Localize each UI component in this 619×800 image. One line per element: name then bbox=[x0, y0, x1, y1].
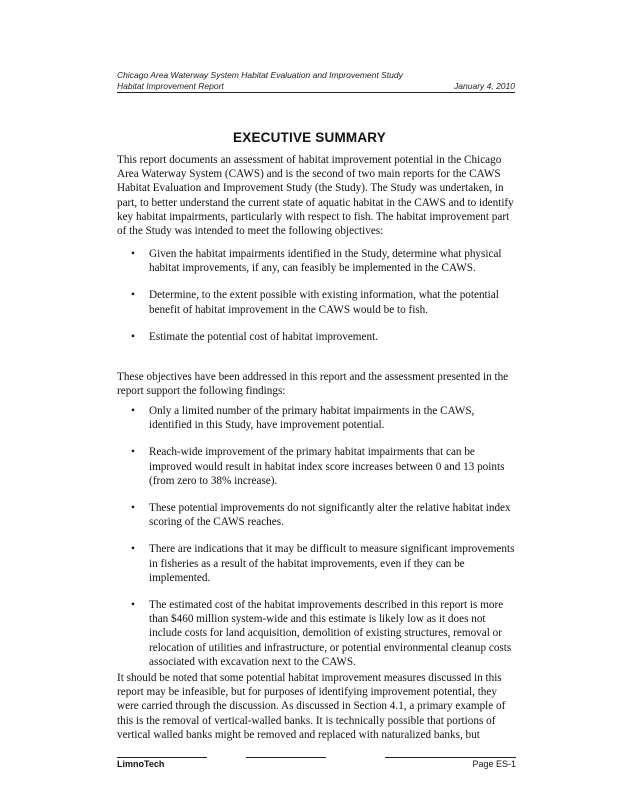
footer-divider bbox=[385, 757, 516, 758]
list-item: • Estimate the potential cost of habitat improvement. bbox=[131, 330, 378, 343]
list-item: • There are indications that it may be difficult to measure significant improvements in fisheries as a result of the habitat improvements, even if they can be implemented. bbox=[131, 543, 515, 584]
intro-paragraph: This report documents an assessment of habitat improvement potential in the Chicago Area Waterway System (CAWS) and is the second of two main reports for the CAWS Habitat Evaluation and Improvement Study (the Study). The Study was undertaken, in part, to better understand the current state of aquatic habitat in the CAWS and to identify key habitat impairments, particularly with respect to fish. The habitat improvement part of the Study was intended to meet the following objectives: bbox=[117, 154, 514, 238]
header-date: January 4, 2010 bbox=[454, 81, 515, 91]
list-item: • These potential improvements do not significantly alter the relative habitat index scoring of the CAWS reaches. bbox=[131, 502, 511, 529]
list-item: • The estimated cost of the habitat improvements described in this report is more than $460 million system-wide and this estimate is likely low as it does not include costs for land acquisition, demolition of existing structures, removal or relocation of utilities and infrastructure, or potential environmental cleanup costs associated with excavation next to the CAWS. bbox=[131, 599, 512, 668]
bullet-icon: • bbox=[131, 446, 135, 459]
footer-page-number: Page ES-1 bbox=[472, 759, 516, 769]
closing-paragraph: It should be noted that some potential habitat improvement measures discussed in this report may be infeasible, but for purposes of identifying improvement potential, they were carried through the discussion. As discussed in Section 4.1, a primary example of this is the removal of vertical-walled banks. It is technically possible that portions of vertical walled banks might be removed and replaced with naturalized banks, but bbox=[117, 672, 506, 741]
header-report-name: Habitat Improvement Report bbox=[117, 81, 224, 91]
footer-company: LimnoTech bbox=[117, 759, 165, 769]
bullet-icon: • bbox=[131, 289, 135, 302]
bullet-icon: • bbox=[131, 248, 135, 260]
bullet-icon: • bbox=[131, 599, 135, 612]
list-item: • Reach-wide improvement of the primary habitat impairments that can be improved would result in habitat index score increases between 0 and 13 points (from zero to 38% increase). bbox=[131, 446, 505, 487]
objectives-list bbox=[117, 247, 517, 357]
header-study-title: Chicago Area Waterway System Habitat Evaluation and Improvement Study bbox=[117, 70, 403, 80]
footer-divider bbox=[117, 757, 207, 758]
bullet-icon: • bbox=[131, 405, 135, 417]
bullet-icon: • bbox=[131, 502, 135, 515]
header-report-line bbox=[117, 81, 515, 93]
footer-divider bbox=[246, 757, 326, 758]
page-title: EXECUTIVE SUMMARY bbox=[233, 130, 386, 145]
findings-list bbox=[117, 404, 517, 682]
list-item: • Given the habitat impairments identified in the Study, determine what physical habitat improvements, if any, can feasibly be implemented in the CAWS. bbox=[131, 248, 502, 275]
bullet-icon: • bbox=[131, 330, 135, 343]
list-item: • Determine, to the extent possible with existing information, what the potential benefit of habitat improvement in the CAWS would be to fish. bbox=[131, 289, 499, 316]
findings-intro-paragraph: These objectives have been addressed in this report and the assessment presented in the report support the following findings: bbox=[117, 371, 509, 398]
bullet-icon: • bbox=[131, 543, 135, 556]
list-item: • Only a limited number of the primary habitat impairments in the CAWS, identified in this Study, have improvement potential. bbox=[131, 405, 475, 432]
